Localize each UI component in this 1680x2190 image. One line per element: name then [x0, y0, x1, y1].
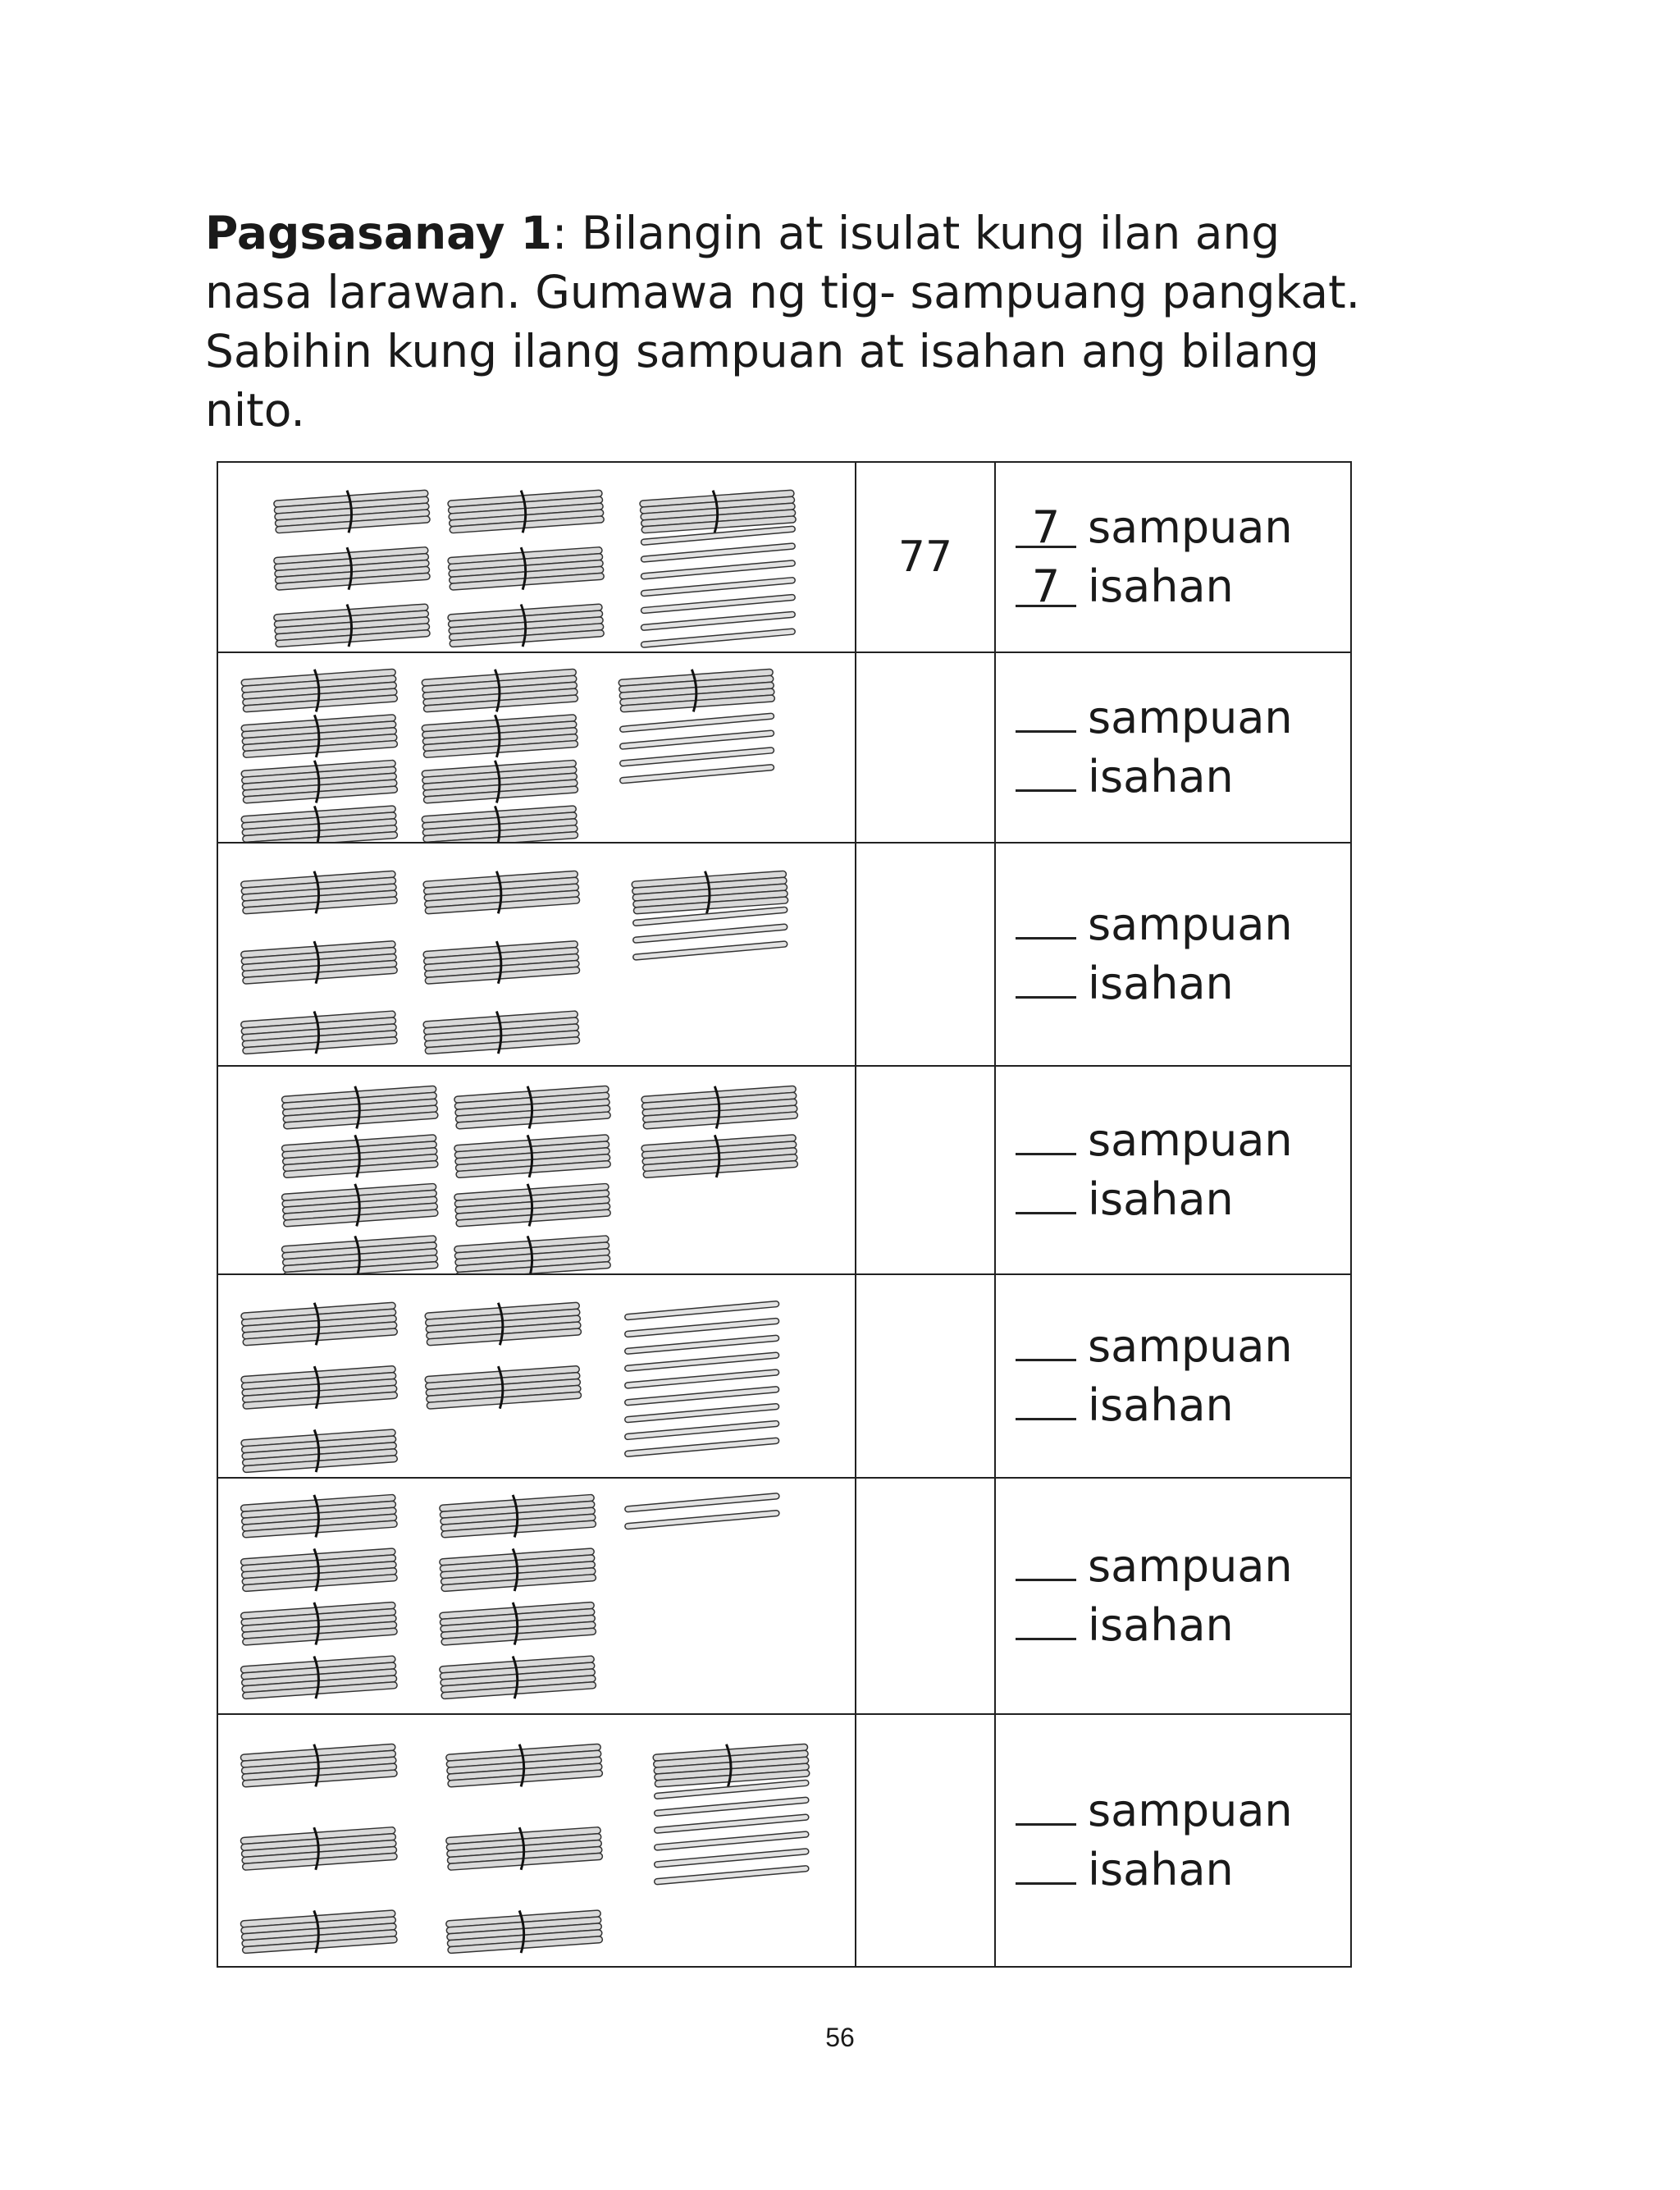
worksheet-row — [217, 843, 1351, 1066]
answer-cell — [995, 462, 1351, 652]
tens-answer-blank[interactable] — [1016, 1359, 1076, 1361]
bundle-of-ten-icon — [274, 547, 431, 591]
tens-answer-blank[interactable] — [1016, 1823, 1076, 1826]
answer-cell — [995, 652, 1351, 843]
bundle-of-ten-icon — [240, 1744, 397, 1787]
bundle-of-ten-icon — [440, 1494, 596, 1538]
single-stick-icon — [619, 730, 774, 749]
counting-sticks-picture — [218, 1275, 855, 1477]
counting-sticks-picture — [218, 463, 855, 652]
single-stick-icon — [624, 1420, 778, 1439]
bundle-of-ten-icon — [454, 1135, 611, 1178]
single-stick-icon — [641, 611, 795, 630]
sampuan-line — [1016, 1781, 1350, 1840]
single-stick-icon — [641, 543, 795, 562]
counting-sticks-picture — [218, 1479, 855, 1713]
bundle-of-ten-icon — [240, 1602, 397, 1645]
ones-answer-blank[interactable] — [1016, 996, 1076, 999]
isahan-line — [1016, 1596, 1350, 1655]
sampuan-line — [1016, 498, 1350, 557]
tens-label: sampuan — [1088, 692, 1293, 743]
bundle-of-ten-icon — [241, 1366, 398, 1410]
single-stick-icon — [625, 1510, 780, 1529]
bundle-of-ten-icon — [425, 1366, 582, 1410]
bundle-of-ten-icon — [448, 490, 605, 533]
ones-label: isahan — [1088, 1599, 1234, 1651]
bundle-of-ten-icon — [422, 806, 578, 842]
single-stick-icon — [619, 713, 774, 732]
single-stick-icon — [619, 765, 774, 784]
bundle-of-ten-icon — [281, 1183, 438, 1227]
isahan-line — [1016, 1170, 1350, 1229]
number-cell[interactable] — [856, 1066, 995, 1274]
isahan-line — [1016, 1840, 1350, 1900]
single-stick-icon — [624, 1403, 778, 1422]
ones-answer-blank[interactable] — [1016, 1418, 1076, 1420]
tens-answer-blank[interactable] — [1016, 1153, 1076, 1155]
isahan-line — [1016, 1376, 1350, 1435]
single-stick-icon — [641, 578, 795, 597]
sampuan-line — [1016, 1537, 1350, 1596]
sampuan-line — [1016, 1317, 1350, 1376]
single-stick-icon — [624, 1438, 778, 1456]
bundle-of-ten-icon — [422, 669, 578, 712]
picture-cell — [217, 1478, 856, 1714]
tens-label: sampuan — [1088, 1785, 1293, 1836]
bundle-of-ten-icon — [423, 871, 580, 914]
number-cell[interactable] — [856, 843, 995, 1066]
single-stick-icon — [624, 1352, 778, 1371]
single-stick-icon — [624, 1387, 778, 1406]
picture-cell — [217, 1274, 856, 1478]
page-number: 56 — [825, 2023, 855, 2052]
single-stick-icon — [624, 1335, 778, 1354]
bundle-of-ten-icon — [448, 547, 605, 591]
number-cell[interactable] — [856, 652, 995, 843]
picture-cell — [217, 652, 856, 843]
bundle-of-ten-icon — [454, 1183, 611, 1227]
ones-label: isahan — [1088, 958, 1234, 1009]
bundle-of-ten-icon — [425, 1302, 582, 1346]
sampuan-line — [1016, 688, 1350, 748]
number-cell[interactable]: 77 — [856, 462, 995, 652]
bundle-of-ten-icon — [454, 1236, 611, 1273]
counting-sticks-picture — [218, 1715, 855, 1966]
bundle-of-ten-icon — [422, 715, 578, 758]
ones-answer-blank[interactable] — [1016, 1638, 1076, 1640]
bundle-of-ten-icon — [241, 760, 398, 803]
answer-cell — [995, 1066, 1351, 1274]
bundle-of-ten-icon — [240, 1910, 397, 1954]
bundle-of-ten-icon — [440, 1602, 596, 1645]
bundle-of-ten-icon — [241, 669, 398, 712]
bundle-of-ten-icon — [454, 1086, 611, 1129]
bundle-of-ten-icon — [653, 1744, 810, 1787]
bundle-of-ten-icon — [281, 1086, 438, 1129]
counting-sticks-picture — [218, 1067, 855, 1273]
worksheet-row — [217, 462, 1351, 652]
bundle-of-ten-icon — [241, 871, 398, 914]
single-stick-icon — [654, 1849, 809, 1868]
single-stick-icon — [624, 1369, 778, 1388]
single-stick-icon — [624, 1318, 778, 1337]
worksheet-row — [217, 1274, 1351, 1478]
answer-cell — [995, 1274, 1351, 1478]
tens-answer-blank[interactable] — [1016, 937, 1076, 940]
single-stick-icon — [619, 748, 774, 766]
bundle-of-ten-icon — [422, 760, 578, 803]
number-cell[interactable] — [856, 1714, 995, 1967]
bundle-of-ten-icon — [448, 604, 605, 647]
bundle-of-ten-icon — [423, 941, 580, 985]
bundle-of-ten-icon — [241, 941, 398, 985]
number-cell[interactable] — [856, 1274, 995, 1478]
single-stick-icon — [641, 560, 795, 579]
answer-cell — [995, 1478, 1351, 1714]
tens-label: sampuan — [1088, 898, 1293, 950]
isahan-line — [1016, 748, 1350, 807]
bundle-of-ten-icon — [241, 1011, 398, 1054]
isahan-line — [1016, 557, 1350, 616]
bundle-of-ten-icon — [274, 490, 431, 533]
counting-sticks-picture — [218, 653, 855, 842]
bundle-of-ten-icon — [241, 715, 398, 758]
answer-cell — [995, 1714, 1351, 1967]
bundle-of-ten-icon — [440, 1656, 596, 1699]
bundle-of-ten-icon — [640, 490, 797, 533]
tens-label: sampuan — [1088, 1540, 1293, 1592]
instructions-text: : Bilangin at isulat kung ilan ang nasa larawan. Gumawa ng tig- sampuang pangkat. Sabihin kung ilang sampuan at isahan ang bilang nito. — [205, 207, 1361, 437]
ones-label: isahan — [1088, 1173, 1234, 1225]
isahan-line — [1016, 954, 1350, 1013]
tens-label: sampuan — [1088, 1320, 1293, 1372]
single-stick-icon — [632, 924, 787, 943]
bundle-of-ten-icon — [641, 1086, 798, 1129]
bundle-of-ten-icon — [641, 1135, 798, 1178]
single-stick-icon — [641, 594, 795, 613]
ones-label: isahan — [1088, 751, 1234, 802]
counting-sticks-picture — [218, 844, 855, 1065]
single-stick-icon — [625, 1493, 780, 1512]
bundle-of-ten-icon — [240, 1548, 397, 1592]
number-cell[interactable] — [856, 1478, 995, 1714]
single-stick-icon — [654, 1831, 809, 1850]
answer-cell — [995, 843, 1351, 1066]
tens-answer-blank[interactable]: 7 — [1016, 510, 1076, 548]
bundle-of-ten-icon — [241, 1429, 398, 1473]
bundle-of-ten-icon — [240, 1494, 397, 1538]
single-stick-icon — [624, 1301, 778, 1319]
bundle-of-ten-icon — [423, 1011, 580, 1054]
bundle-of-ten-icon — [240, 1656, 397, 1699]
single-stick-icon — [632, 941, 787, 960]
bundle-of-ten-icon — [619, 669, 775, 712]
worksheet-row — [217, 1066, 1351, 1274]
bundle-of-ten-icon — [274, 604, 431, 647]
bundle-of-ten-icon — [281, 1135, 438, 1178]
single-stick-icon — [641, 629, 795, 647]
ones-label: isahan — [1088, 1379, 1234, 1431]
sampuan-line — [1016, 895, 1350, 954]
bundle-of-ten-icon — [446, 1910, 603, 1954]
bundle-of-ten-icon — [281, 1236, 438, 1273]
worksheet-row — [217, 652, 1351, 843]
bundle-of-ten-icon — [446, 1827, 603, 1871]
bundle-of-ten-icon — [440, 1548, 596, 1592]
tens-label: sampuan — [1088, 1114, 1293, 1166]
tens-answer-blank[interactable] — [1016, 730, 1076, 733]
instructions — [205, 203, 1386, 440]
bundle-of-ten-icon — [240, 1827, 397, 1871]
single-stick-icon — [654, 1814, 809, 1833]
single-stick-icon — [654, 1797, 809, 1816]
bundle-of-ten-icon — [241, 806, 398, 842]
tens-answer-blank[interactable] — [1016, 1579, 1076, 1581]
bundle-of-ten-icon — [632, 871, 788, 914]
single-stick-icon — [654, 1866, 809, 1885]
bundle-of-ten-icon — [241, 1302, 398, 1346]
bundle-of-ten-icon — [446, 1744, 603, 1787]
worksheet-row — [217, 1714, 1351, 1967]
ones-label: isahan — [1088, 560, 1234, 612]
picture-cell — [217, 462, 856, 652]
ones-answer-blank[interactable] — [1016, 1882, 1076, 1885]
picture-cell — [217, 843, 856, 1066]
worksheet-row — [217, 1478, 1351, 1714]
ones-answer-blank[interactable] — [1016, 1212, 1076, 1214]
ones-label: isahan — [1088, 1844, 1234, 1895]
ones-answer-blank[interactable] — [1016, 789, 1076, 792]
picture-cell — [217, 1714, 856, 1967]
worksheet-table — [217, 461, 1352, 1968]
picture-cell — [217, 1066, 856, 1274]
exercise-label: Pagsasanay 1 — [205, 207, 552, 259]
tens-label: sampuan — [1088, 501, 1293, 553]
sampuan-line — [1016, 1111, 1350, 1170]
ones-answer-blank[interactable]: 7 — [1016, 569, 1076, 607]
